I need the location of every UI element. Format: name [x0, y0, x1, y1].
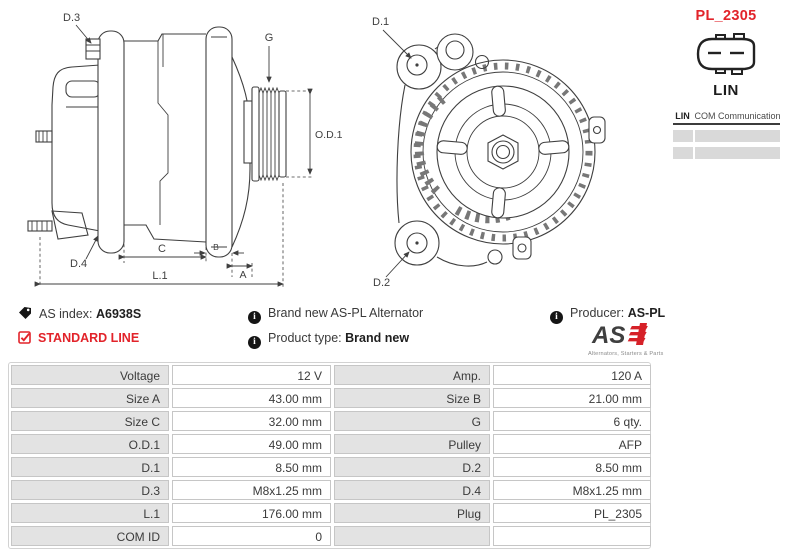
spec-value-cell: 21.00 mm: [493, 388, 651, 408]
brand-new-line: [248, 306, 423, 324]
spec-value-cell: 176.00 mm: [172, 503, 331, 523]
dim-label-d4: D.4: [70, 258, 88, 270]
logo-subtitle: Alternators, Starters & Parts: [588, 351, 664, 357]
spec-value-cell: PL_2305: [493, 503, 651, 523]
product-type-label: Product type:: [268, 331, 342, 345]
info-icon: i: [248, 336, 261, 349]
svg-text:AS: AS: [592, 322, 626, 346]
alternator-side-view-drawing: [10, 5, 345, 300]
spec-label-cell: Plug: [334, 503, 490, 523]
plug-code: PL_2305: [695, 8, 757, 24]
lin-connector-icon: [695, 32, 757, 76]
com-communication-table: [673, 111, 780, 159]
spec-value-cell: [493, 526, 651, 546]
standard-line-label: STANDARD LINE: [38, 331, 140, 345]
checkbox-icon: [18, 331, 31, 344]
as-pl-logo-mark: [588, 322, 650, 346]
info-icon: i: [248, 311, 261, 324]
spec-label-cell: Size C: [11, 411, 169, 431]
standard-line-badge: [18, 331, 139, 345]
spec-value-cell: M8x1.25 mm: [172, 480, 331, 500]
spec-value-cell: 8.50 mm: [172, 457, 331, 477]
spec-value-cell: M8x1.25 mm: [493, 480, 651, 500]
spec-label-cell: O.D.1: [11, 434, 169, 454]
dim-label-d2: D.2: [373, 277, 391, 289]
product-type-line: [248, 331, 409, 349]
dim-label-d1: D.1: [372, 16, 390, 28]
tag-icon: [18, 306, 32, 320]
spec-table: [8, 362, 651, 549]
com-table-header: [673, 111, 780, 125]
dim-label-c: C: [158, 243, 166, 255]
spec-value-cell: 32.00 mm: [172, 411, 331, 431]
spec-value-cell: AFP: [493, 434, 651, 454]
connector-type-label: LIN: [713, 82, 739, 99]
producer-label: Producer:: [570, 306, 625, 320]
spec-label-cell: Size B: [334, 388, 490, 408]
spec-value-cell: 120 A: [493, 365, 651, 385]
com-table-empty-row: [673, 147, 780, 159]
com-header-label: COM Communication: [694, 111, 781, 121]
as-index-label: AS index:: [39, 307, 93, 321]
as-index-value: A6938S: [96, 307, 142, 321]
spec-label-cell: L.1: [11, 503, 169, 523]
producer-value: AS-PL: [627, 306, 666, 320]
spec-label-cell: Amp.: [334, 365, 490, 385]
spec-value-cell: 43.00 mm: [172, 388, 331, 408]
spec-value-cell: 0: [172, 526, 331, 546]
brand-new-text: Brand new AS-PL Alternator: [268, 306, 424, 320]
dim-label-a: A: [239, 269, 247, 281]
dim-label-b: B: [213, 242, 219, 252]
info-icon: i: [550, 311, 563, 324]
spec-label-cell: D.2: [334, 457, 490, 477]
spec-value-cell: 8.50 mm: [493, 457, 651, 477]
spec-label-cell: Pulley: [334, 434, 490, 454]
spec-label-cell: D.1: [11, 457, 169, 477]
alternator-front-view-drawing: [345, 5, 645, 300]
spec-value-cell: 6 qty.: [493, 411, 651, 431]
dim-label-od1: O.D.1: [315, 129, 343, 141]
com-header-lin: LIN: [675, 111, 690, 121]
spec-label-cell: D.3: [11, 480, 169, 500]
dim-label-g: G: [264, 32, 274, 44]
spec-value-cell: 12 V: [172, 365, 331, 385]
spec-label-cell: Size A: [11, 388, 169, 408]
spec-label-cell: G: [334, 411, 490, 431]
dim-label-l1: L.1: [152, 270, 168, 282]
spec-label-cell: D.4: [334, 480, 490, 500]
com-table-empty-row: [673, 130, 780, 142]
dim-label-d3: D.3: [63, 12, 81, 24]
as-pl-logo: [588, 322, 664, 357]
spec-label-cell: Voltage: [11, 365, 169, 385]
spec-label-cell: [334, 526, 490, 546]
spec-value-cell: 49.00 mm: [172, 434, 331, 454]
plug-panel: [660, 8, 792, 159]
spec-label-cell: COM ID: [11, 526, 169, 546]
product-type-value: Brand new: [345, 331, 410, 345]
as-index-line: [18, 306, 141, 321]
